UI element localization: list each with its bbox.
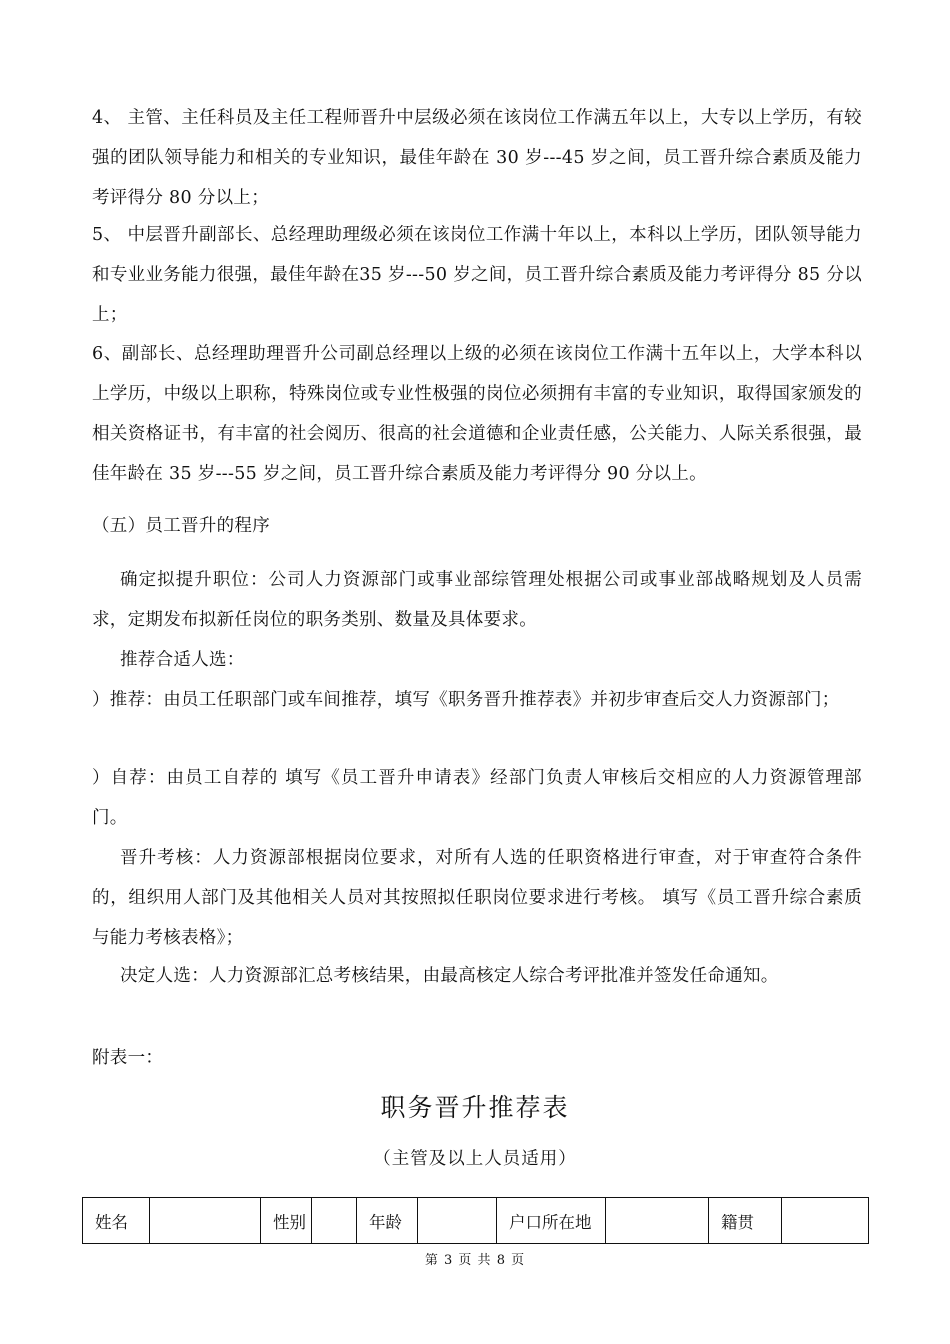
paragraph-recommend-candidates: 推荐合适人选： xyxy=(120,650,245,670)
form-subtitle: （主管及以上人员适用） xyxy=(373,1149,577,1169)
label-gender: 性别 xyxy=(261,1198,312,1244)
section-heading: （五）员工晋升的程序 xyxy=(92,516,270,536)
paragraph-item-6: 6、副部长、总经理助理晋升公司副总经理以上级的必须在该岗位工作满十五年以上，大学本科以上学历，中级以上职称，特殊岗位或专业性极强的岗位必须拥有丰富的专业知识，取得国家颁发的相关资格证书，有丰富的社会阅历、很高的社会道德和企业责任感，公关能力、人际关系很强，最佳年龄在 35 岁---55 岁之间，员工晋升综合素质及能力考评得分 90 分以上。 xyxy=(92,344,862,484)
field-age[interactable] xyxy=(418,1198,497,1244)
appendix-label: 附表一： xyxy=(92,1048,164,1068)
paragraph-promotion-assessment: 晋升考核：人力资源部根据岗位要求，对所有人选的任职资格进行审查，对于审查符合条件的，组织用人部门及其他相关人员对其按照拟任职岗位要求进行考核。 填写《员工晋升综合素质与能力考核表格》； xyxy=(92,848,862,948)
label-name: 姓名 xyxy=(83,1198,150,1244)
paragraph-determine-position: 确定拟提升职位：公司人力资源部门或事业部综管理处根据公司或事业部战略规划及人员需求，定期发布拟新任岗位的职务类别、数量及具体要求。 xyxy=(92,570,862,630)
field-native-place[interactable] xyxy=(782,1198,869,1244)
paragraph-decide-candidate: 决定人选：人力资源部汇总考核结果，由最高核定人综合考评批准并签发任命通知。 xyxy=(120,966,779,986)
form-title: 职务晋升推荐表 xyxy=(380,1093,570,1122)
paragraph-self-recommendation: ）自荐：由员工自荐的 填写《员工晋升申请表》经部门负责人审核后交相应的人力资源管理部门。 xyxy=(92,768,862,828)
paragraph-item-5: 5、 中层晋升副部长、总经理助理级必须在该岗位工作满十年以上，本科以上学历，团队领导能力和专业业务能力很强，最佳年龄在35 岁---50 岁之间，员工晋升综合素质及能力考评得分 85 分以上； xyxy=(92,225,862,325)
label-native-place: 籍贯 xyxy=(709,1198,782,1244)
page-footer: 第 3 页 共 8 页 xyxy=(424,1253,526,1268)
paragraph-recommendation: ）推荐：由员工任职部门或车间推荐，填写《职务晋升推荐表》并初步审查后交人力资源部门； xyxy=(92,690,840,710)
field-name[interactable] xyxy=(150,1198,261,1244)
label-household-location: 户口所在地 xyxy=(497,1198,606,1244)
field-household-location[interactable] xyxy=(606,1198,709,1244)
recommendation-form-table xyxy=(82,1197,869,1244)
label-age: 年龄 xyxy=(357,1198,418,1244)
table-row xyxy=(83,1198,869,1244)
paragraph-item-4: 4、 主管、主任科员及主任工程师晋升中层级必须在该岗位工作满五年以上，大专以上学历，有较强的团队领导能力和相关的专业知识，最佳年龄在 30 岁---45 岁之间，员工晋升综合素质及能力考评得分 80 分以上； xyxy=(92,108,862,208)
field-gender[interactable] xyxy=(312,1198,357,1244)
